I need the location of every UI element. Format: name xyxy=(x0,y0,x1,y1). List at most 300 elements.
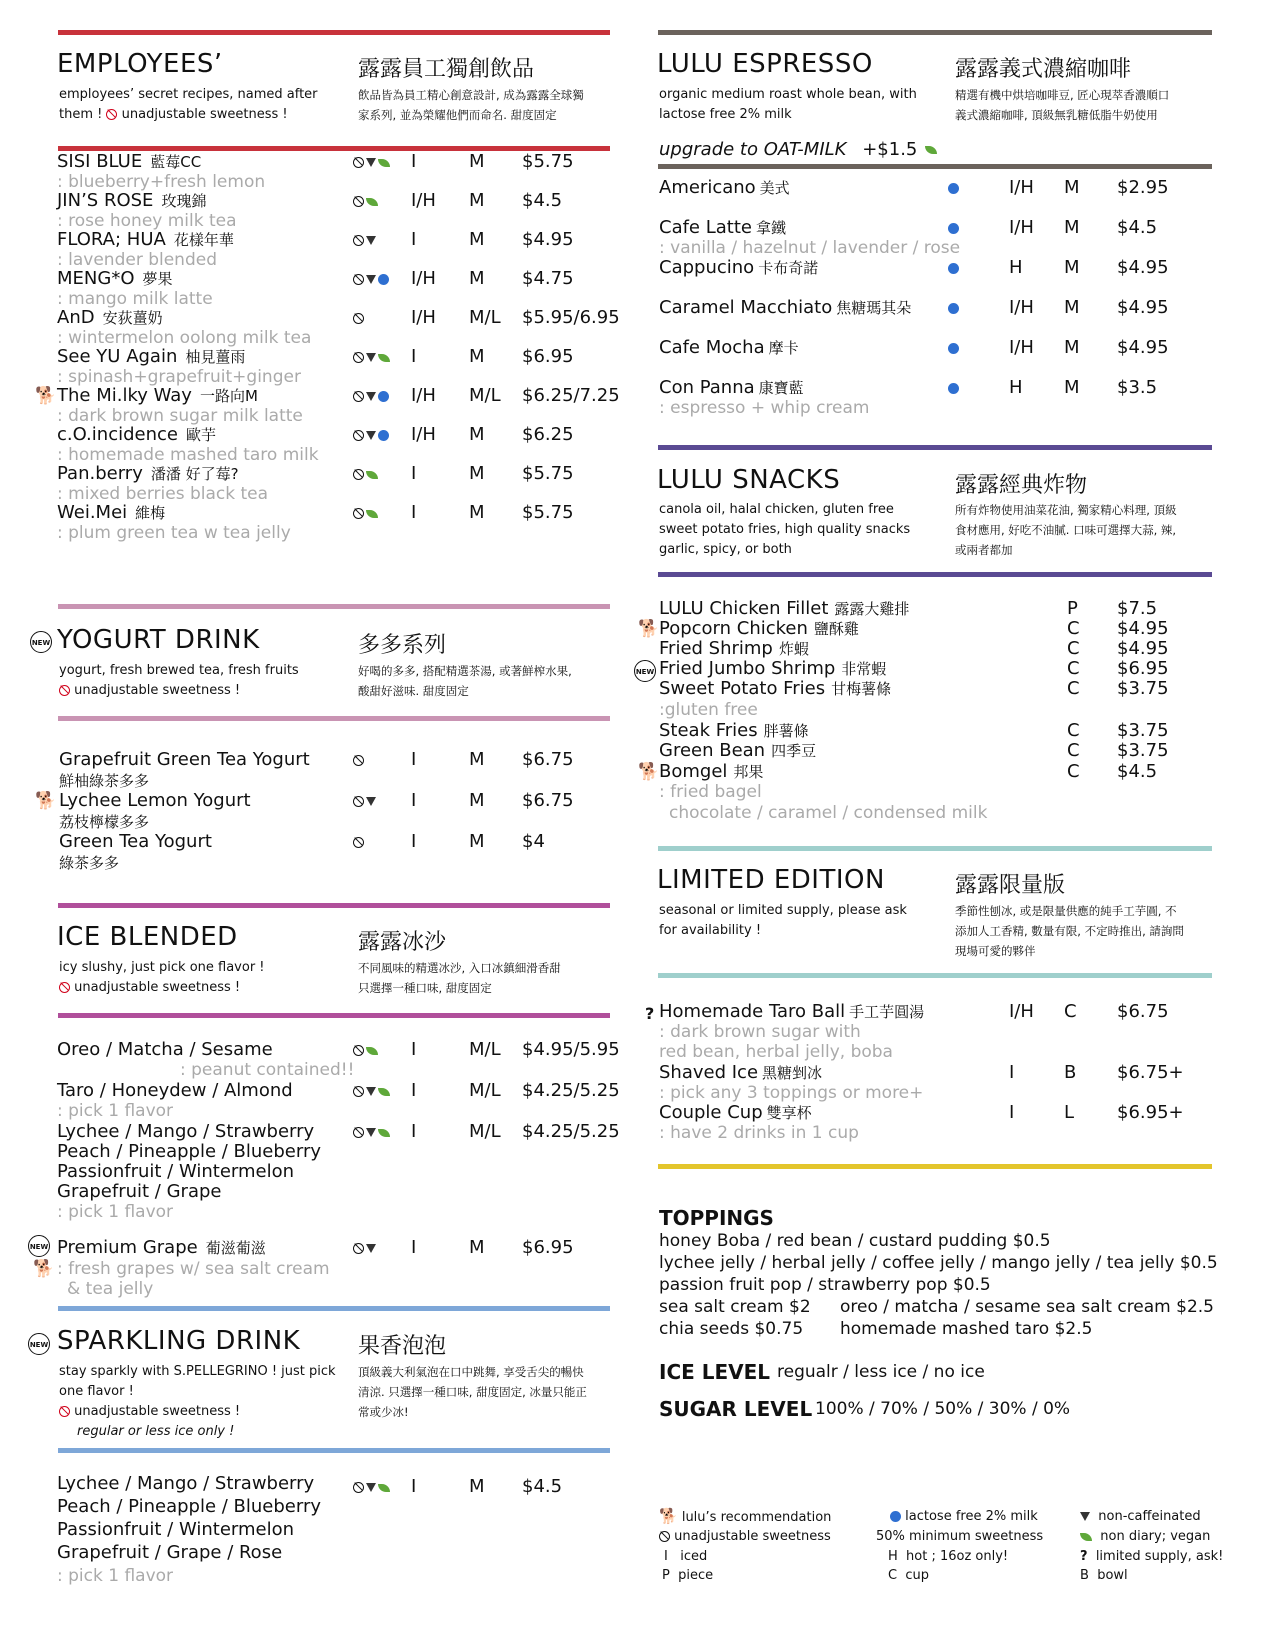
section-title-zh: 露露冰沙 xyxy=(358,930,447,955)
legend-item: 50% minimum sweetness xyxy=(876,1529,1044,1544)
item-icons xyxy=(946,258,959,278)
unit: C xyxy=(1067,740,1080,761)
non-caffeinated-icon xyxy=(366,1244,376,1253)
unit: C xyxy=(1067,678,1080,699)
menu-item-name[interactable]: Lychee / Mango / Strawberry xyxy=(57,1473,315,1494)
size: M xyxy=(469,229,485,250)
ban-icon xyxy=(353,1045,364,1056)
menu-item-note: : pick 1 flavor xyxy=(57,1101,174,1121)
leaf-icon xyxy=(378,1129,390,1137)
item-icons xyxy=(353,386,389,406)
lactose-free-icon xyxy=(948,223,959,234)
non-caffeinated-icon xyxy=(366,236,376,245)
recommend-icon: 🐕 xyxy=(659,1507,678,1525)
menu-item-name[interactable]: Cappucino 卡布奇諾 xyxy=(659,257,819,278)
temp: H xyxy=(1009,377,1023,398)
section-title-zh: 露露員工獨創飲品 xyxy=(358,57,535,82)
item-icons xyxy=(353,1081,390,1101)
leaf-icon xyxy=(366,510,378,518)
menu-item-name[interactable]: Caramel Macchiato 焦糖瑪其朵 xyxy=(659,297,912,318)
menu-item-name[interactable]: Taro / Honeydew / Almond xyxy=(57,1080,293,1101)
price: $4.95 xyxy=(1117,618,1169,639)
menu-item-name[interactable]: JIN’S ROSE 玫瑰錦 xyxy=(57,190,207,211)
section-desc-zh: 頂級義大利氣泡在口中跳舞, 享受舌尖的暢快 清涼. 只選擇一種口味, 甜度固定, 冰量只能正 常或少冰! xyxy=(358,1365,587,1419)
section-desc-zh: 不同風味的精選冰沙, 入口冰鎮細滑香甜 只選擇一種口味, 甜度固定 xyxy=(358,961,561,995)
menu-item-name[interactable]: Pan.berry 潘潘 好了莓? xyxy=(57,463,239,484)
item-icons xyxy=(353,269,389,289)
temp: I/H xyxy=(1009,177,1034,198)
item-icons xyxy=(353,152,390,172)
ban-icon xyxy=(353,157,364,168)
divider xyxy=(658,30,1212,35)
menu-item-zh: 鮮柚綠茶多多 xyxy=(59,772,150,790)
menu-item-note: : peanut contained!! xyxy=(180,1060,355,1080)
legend-item: ? limited supply, ask! xyxy=(1080,1549,1224,1564)
temp: I xyxy=(411,1476,417,1497)
divider xyxy=(658,572,1212,577)
section-desc: stay sparkly with S.PELLEGRINO ! just pick one flavor ! unadjustable sweetness ! regular or less ice only ! xyxy=(59,1364,336,1439)
price: $4.5 xyxy=(1117,217,1158,238)
unit: C xyxy=(1067,658,1080,679)
item-icons xyxy=(946,178,959,198)
section-desc-zh: 季節性刨冰, 或是限量供應的純手工芋圓, 不 添加人工香精, 數量有限, 不定時推出, 請詢問 現場可愛的夥伴 xyxy=(955,904,1184,958)
menu-item-name[interactable]: Cafe Latte 拿鐵 xyxy=(659,217,786,238)
section-desc: icy slushy, just pick one flavor ! unadjustable sweetness ! xyxy=(59,960,265,995)
menu-item-note: : pick any 3 toppings or more+ xyxy=(659,1083,924,1103)
section-title-snacks: LULU SNACKS xyxy=(657,465,841,495)
menu-item-name: Peach / Pineapple / Blueberry xyxy=(57,1496,322,1517)
ban-icon xyxy=(353,1127,364,1138)
leaf-icon xyxy=(366,471,378,479)
ice-level-values[interactable]: regualr / less ice / no ice xyxy=(777,1362,985,1382)
item-icons xyxy=(946,338,959,358)
section-desc-zh: 好喝的多多, 搭配精選茶湯, 或著鮮榨水果, 酸甜好滋味. 甜度固定 xyxy=(358,664,572,698)
item-icons xyxy=(353,1238,376,1258)
leaf-icon xyxy=(366,198,378,206)
toppings-line: passion fruit pop / strawberry pop $0.5 xyxy=(659,1275,991,1295)
price: $6.25/7.25 xyxy=(522,385,620,406)
temp: I xyxy=(1009,1062,1015,1083)
item-icons xyxy=(946,378,959,398)
toppings-line: lychee jelly / herbal jelly / coffee jelly / mango jelly / tea jelly $0.5 xyxy=(659,1253,1218,1273)
price: $4.5 xyxy=(522,190,563,211)
price: $3.75 xyxy=(1117,720,1169,741)
legend-item: H hot ; 16oz only! xyxy=(888,1549,1009,1564)
price: $6.95 xyxy=(522,346,574,367)
divider xyxy=(658,846,1212,851)
menu-item-name[interactable]: Couple Cup 雙享杯 xyxy=(659,1102,812,1123)
price: $3.5 xyxy=(1117,377,1158,398)
menu-item-name[interactable]: Premium Grape 葡滋葡滋 xyxy=(57,1237,266,1258)
toppings-line: oreo / matcha / sesame sea salt cream $2.5 xyxy=(840,1297,1214,1317)
divider xyxy=(658,973,1212,978)
toppings-line: sea salt cream $2 xyxy=(659,1297,811,1317)
size: M xyxy=(469,424,485,445)
price: $4.25/5.25 xyxy=(522,1080,620,1101)
ban-icon xyxy=(353,508,364,519)
temp: I/H xyxy=(411,424,436,445)
lactose-free-icon xyxy=(890,1511,901,1522)
non-caffeinated-icon xyxy=(366,392,376,401)
legend-item: 🐕 lulu’s recommendation xyxy=(659,1507,832,1525)
menu-item-name: Grapefruit / Grape / Rose xyxy=(57,1542,283,1563)
section-desc: employees’ secret recipes, named after them ! unadjustable sweetness ! xyxy=(59,87,318,122)
price: $6.75 xyxy=(1117,1001,1169,1022)
non-caffeinated-icon xyxy=(366,431,376,440)
menu-item-name[interactable]: Lychee / Mango / Strawberry xyxy=(57,1121,315,1142)
menu-item-note: : dark brown sugar with xyxy=(659,1022,861,1042)
menu-item-note: : vanilla / hazelnut / lavender / rose xyxy=(659,238,961,258)
price: $4.5 xyxy=(1117,761,1158,782)
temp: I/H xyxy=(411,307,436,328)
menu-item-note: :gluten free xyxy=(659,700,758,720)
ban-icon xyxy=(59,982,70,993)
menu-item-name[interactable]: Fried Shrimp 炸蝦 xyxy=(659,638,809,659)
divider xyxy=(658,445,1212,450)
item-icons xyxy=(946,218,959,238)
non-caffeinated-icon xyxy=(366,1087,376,1096)
menu-item-name[interactable]: Shaved Ice 黑糖剉冰 xyxy=(659,1062,823,1083)
menu-item-note: : fried bagel xyxy=(659,782,762,802)
section-desc-zh: 所有炸物使用油菜花油, 獨家精心料理, 頂級 食材應用, 好吃不油膩. 口味可選擇大蒜, 辣, 或兩者都加 xyxy=(955,503,1177,557)
lactose-free-icon xyxy=(948,383,959,394)
recommend-icon: 🐕 xyxy=(638,619,660,639)
size: M xyxy=(469,1237,485,1258)
ban-icon xyxy=(353,235,364,246)
item-icons xyxy=(353,308,364,328)
item-icons xyxy=(353,832,364,852)
section-desc-zh: 飲品皆為員工精心創意設計, 成為露露全球獨 家系列, 並為榮耀他們而命名. 甜度固定 xyxy=(358,88,584,122)
leaf-icon xyxy=(378,354,390,362)
ban-icon xyxy=(353,430,364,441)
size: M/L xyxy=(469,1039,501,1060)
unit: C xyxy=(1067,761,1080,782)
menu-item-note: : dark brown sugar milk latte xyxy=(57,406,303,426)
menu-item-name: Grapefruit / Grape xyxy=(57,1181,222,1202)
temp: I/H xyxy=(411,190,436,211)
menu-item-name[interactable]: Sweet Potato Fries 甘梅薯條 xyxy=(659,678,892,699)
section-title-zh: 果香泡泡 xyxy=(358,1334,447,1359)
size: M xyxy=(1064,377,1080,398)
menu-item-name[interactable]: Americano 美式 xyxy=(659,177,790,198)
toppings-line: homemade mashed taro $2.5 xyxy=(840,1319,1093,1339)
price: $4.95 xyxy=(1117,638,1169,659)
menu-item-name: Peach / Pineapple / Blueberry xyxy=(57,1141,322,1162)
non-caffeinated-icon xyxy=(366,158,376,167)
menu-item-name[interactable]: Grapefruit Green Tea Yogurt xyxy=(59,749,310,770)
menu-item-note: : pick 1 flavor xyxy=(57,1202,174,1222)
size: M/L xyxy=(469,307,501,328)
ban-icon xyxy=(353,391,364,402)
price: $5.75 xyxy=(522,463,574,484)
item-icons xyxy=(353,464,378,484)
ban-icon xyxy=(353,469,364,480)
ban-icon xyxy=(353,755,364,766)
menu-item-note: : spinash+grapefruit+ginger xyxy=(57,367,301,387)
leaf-icon xyxy=(1080,1533,1092,1541)
menu-item-name[interactable]: Cafe Mocha 摩卡 xyxy=(659,337,799,358)
section-title-espresso: LULU ESPRESSO xyxy=(657,49,873,79)
price: $4.95/5.95 xyxy=(522,1039,620,1060)
ban-icon xyxy=(353,1086,364,1097)
menu-item-zh: 綠茶多多 xyxy=(59,854,120,872)
recommend-icon: 🐕 xyxy=(638,762,660,782)
ban-icon xyxy=(59,1406,70,1417)
price: $6.75+ xyxy=(1117,1062,1184,1083)
price: $4.75 xyxy=(522,268,574,289)
divider xyxy=(658,164,1212,169)
ban-icon xyxy=(353,1243,364,1254)
menu-item-name[interactable]: Bomgel 邦果 xyxy=(659,761,764,782)
legend-item: C cup xyxy=(888,1568,929,1583)
section-desc: canola oil, halal chicken, gluten free sweet potato fries, high quality snacks garlic, spicy, or both xyxy=(659,502,911,557)
section-title-zh: 露露義式濃縮咖啡 xyxy=(955,57,1132,82)
temp: I xyxy=(411,1039,417,1060)
size: M xyxy=(1064,297,1080,318)
menu-item-zh: 荔枝檸檬多多 xyxy=(59,813,150,831)
divider xyxy=(58,30,610,35)
section-title-sparkling: SPARKLING DRINK xyxy=(57,1326,301,1356)
non-caffeinated-icon xyxy=(366,1483,376,1492)
section-desc-zh: 精選有機中烘培咖啡豆, 匠心現萃香濃順口 義式濃縮咖啡, 頂級無乳糖低脂牛奶使用 xyxy=(955,88,1170,122)
price: $4.95 xyxy=(1117,257,1169,278)
legend-item: B bowl xyxy=(1080,1568,1128,1583)
menu-item-name[interactable]: FLORA; HUA 花樣年華 xyxy=(57,229,234,250)
price: $4.95 xyxy=(1117,337,1169,358)
toppings-line: honey Boba / red bean / custard pudding $0.5 xyxy=(659,1231,1051,1251)
section-title-employees: EMPLOYEES’ xyxy=(57,49,223,79)
menu-item-note: : wintermelon oolong milk tea xyxy=(57,328,312,348)
sugar-level-values[interactable]: 100% / 70% / 50% / 30% / 0% xyxy=(815,1399,1071,1419)
item-icons xyxy=(353,425,389,445)
ice-level-label: ICE LEVEL xyxy=(659,1360,771,1384)
leaf-icon xyxy=(366,1047,378,1055)
ban-icon xyxy=(106,109,117,120)
divider xyxy=(58,716,610,721)
menu-item-name[interactable]: Oreo / Matcha / Sesame xyxy=(57,1039,273,1060)
menu-item-note: : homemade mashed taro milk xyxy=(57,445,319,465)
temp: I xyxy=(411,346,417,367)
temp: I xyxy=(411,1080,417,1101)
divider xyxy=(58,1306,610,1311)
item-icons xyxy=(353,230,376,250)
temp: I/H xyxy=(1009,337,1034,358)
size: M/L xyxy=(469,1121,501,1142)
ban-icon xyxy=(353,352,364,363)
ban-icon xyxy=(353,1482,364,1493)
price: $3.75 xyxy=(1117,678,1169,699)
menu-item-name[interactable]: Lychee Lemon Yogurt xyxy=(59,790,251,811)
leaf-icon xyxy=(378,159,390,167)
menu-item-note: : mixed berries black tea xyxy=(57,484,269,504)
temp: I xyxy=(411,749,417,770)
recommend-icon: 🐕 xyxy=(35,791,57,811)
menu-item-note: : have 2 drinks in 1 cup xyxy=(659,1123,859,1143)
legend-item: non-caffeinated xyxy=(1078,1507,1201,1526)
price: $6.25 xyxy=(522,424,574,445)
temp: I/H xyxy=(1009,217,1034,238)
non-caffeinated-icon xyxy=(1080,1512,1090,1521)
unit: B xyxy=(1064,1062,1077,1083)
temp: I/H xyxy=(1009,1001,1034,1022)
temp: I xyxy=(411,463,417,484)
new-badge: NEW xyxy=(28,1235,50,1257)
temp: I xyxy=(411,502,417,523)
menu-item-name[interactable]: c.O.incidence 歐芋 xyxy=(57,424,216,445)
item-icons xyxy=(353,1477,390,1497)
price: $6.75 xyxy=(522,749,574,770)
menu-item-name[interactable]: LULU Chicken Fillet 露露大雞排 xyxy=(659,598,910,619)
price: $7.5 xyxy=(1117,598,1158,619)
price: $4.95 xyxy=(1117,297,1169,318)
item-icons xyxy=(353,191,378,211)
menu-item-name[interactable]: Green Tea Yogurt xyxy=(59,831,212,852)
size: M/L xyxy=(469,1080,501,1101)
size: M xyxy=(469,190,485,211)
menu-item-name[interactable]: Steak Fries 胖薯條 xyxy=(659,720,809,741)
menu-item-name[interactable]: SISI BLUE 藍莓CC xyxy=(57,151,202,172)
non-caffeinated-icon xyxy=(366,1128,376,1137)
temp: I xyxy=(411,229,417,250)
ban-icon xyxy=(353,196,364,207)
size: M xyxy=(1064,177,1080,198)
menu-item-name[interactable]: AnD 安荻薑奶 xyxy=(57,307,163,328)
lactose-free-icon xyxy=(378,430,389,441)
leaf-icon xyxy=(378,1484,390,1492)
divider xyxy=(658,1164,1212,1169)
size: M xyxy=(1064,257,1080,278)
section-desc: seasonal or limited supply, please ask for availability ! xyxy=(659,903,907,938)
size: M xyxy=(469,346,485,367)
price: $5.95/6.95 xyxy=(522,307,620,328)
divider xyxy=(58,903,610,908)
temp: I xyxy=(411,1121,417,1142)
menu-item-name[interactable]: See YU Again 柚見薑雨 xyxy=(57,346,246,367)
price: $4.95 xyxy=(522,229,574,250)
temp: I xyxy=(1009,1102,1015,1123)
price: $2.95 xyxy=(1117,177,1169,198)
lactose-free-icon xyxy=(948,263,959,274)
price: $5.75 xyxy=(522,151,574,172)
item-icons xyxy=(353,1122,390,1142)
section-desc: organic medium roast whole bean, with lactose free 2% milk xyxy=(659,87,917,122)
temp: I xyxy=(411,831,417,852)
temp: I/H xyxy=(1009,297,1034,318)
menu-item-name[interactable]: The Mi.lky Way 一路向M xyxy=(57,385,258,406)
temp: I/H xyxy=(411,385,436,406)
new-badge: NEW xyxy=(634,660,656,682)
size: M xyxy=(469,1476,485,1497)
leaf-icon xyxy=(378,1088,390,1096)
legend-item: I iced xyxy=(664,1549,708,1564)
section-title-ice-blended: ICE BLENDED xyxy=(57,922,238,952)
temp: I xyxy=(411,151,417,172)
item-icons xyxy=(353,791,376,811)
menu-item-name[interactable]: Popcorn Chicken 鹽酥雞 xyxy=(659,618,859,639)
lactose-free-icon xyxy=(948,183,959,194)
price: $4.5 xyxy=(522,1476,563,1497)
section-title-zh: 露露經典炸物 xyxy=(955,473,1088,498)
ban-icon xyxy=(353,313,364,324)
price: $6.95 xyxy=(522,1237,574,1258)
recommend-icon: 🐕 xyxy=(35,386,57,406)
non-caffeinated-icon xyxy=(366,275,376,284)
ban-icon xyxy=(353,274,364,285)
price: $4 xyxy=(522,831,545,852)
menu-item-note: red bean, herbal jelly, boba xyxy=(659,1042,893,1062)
item-icons xyxy=(353,503,378,523)
size: M xyxy=(1064,217,1080,238)
section-desc: yogurt, fresh brewed tea, fresh fruits unadjustable sweetness ! xyxy=(59,663,299,698)
ban-icon xyxy=(353,796,364,807)
section-title-zh: 露露限量版 xyxy=(955,873,1066,898)
unit: C xyxy=(1067,618,1080,639)
price: $6.95+ xyxy=(1117,1102,1184,1123)
size: M xyxy=(1064,337,1080,358)
menu-item-note: & tea jelly xyxy=(67,1279,154,1299)
lactose-free-icon xyxy=(378,274,389,285)
ban-icon xyxy=(659,1531,670,1542)
legend-item: P piece xyxy=(662,1568,714,1583)
menu-item-note: chocolate / caramel / condensed milk xyxy=(669,803,988,823)
divider xyxy=(58,1448,610,1453)
temp: I xyxy=(411,790,417,811)
price: $5.75 xyxy=(522,502,574,523)
oat-milk-upgrade[interactable]: upgrade to OAT-MILK +$1.5 xyxy=(659,139,937,160)
lactose-free-icon xyxy=(948,343,959,354)
new-badge: NEW xyxy=(28,1333,50,1355)
temp: I xyxy=(411,1237,417,1258)
price: $6.95 xyxy=(1117,658,1169,679)
menu-item-name[interactable]: Con Panna 康寶藍 xyxy=(659,377,804,398)
size: M xyxy=(469,268,485,289)
toppings-title: TOPPINGS xyxy=(659,1206,774,1230)
size: M xyxy=(469,151,485,172)
recommend-icon: 🐕 xyxy=(33,1259,55,1279)
item-icons xyxy=(353,1040,378,1060)
unit: C xyxy=(1067,638,1080,659)
legend-item: unadjustable sweetness xyxy=(659,1527,831,1546)
item-icons xyxy=(946,298,959,318)
size: M xyxy=(469,790,485,811)
unit: C xyxy=(1064,1001,1077,1022)
divider xyxy=(58,1013,610,1018)
price: $6.75 xyxy=(522,790,574,811)
menu-item-name[interactable]: Wei.Mei 維梅 xyxy=(57,502,166,523)
section-title-zh: 多多系列 xyxy=(358,633,447,658)
lactose-free-icon xyxy=(378,391,389,402)
menu-item-name[interactable]: MENG*O 夢果 xyxy=(57,268,173,289)
item-icons xyxy=(353,347,390,367)
limited-icon: ? xyxy=(645,1004,655,1023)
temp: H xyxy=(1009,257,1023,278)
menu-item-note: : espresso + whip cream xyxy=(659,398,870,418)
lactose-free-icon xyxy=(948,303,959,314)
menu-item-note: : lavender blended xyxy=(57,250,217,270)
menu-item-name[interactable]: Fried Jumbo Shrimp 非常蝦 xyxy=(659,658,887,679)
temp: I/H xyxy=(411,268,436,289)
size: M xyxy=(469,831,485,852)
size: M xyxy=(469,463,485,484)
unit: P xyxy=(1067,598,1078,619)
menu-item-name[interactable]: Green Bean 四季豆 xyxy=(659,740,817,761)
ban-icon xyxy=(353,837,364,848)
size: M xyxy=(469,502,485,523)
unit: L xyxy=(1064,1102,1075,1123)
size: M/L xyxy=(469,385,501,406)
menu-item-name[interactable]: Homemade Taro Ball 手工芋圓湯 xyxy=(659,1001,925,1022)
non-caffeinated-icon xyxy=(366,353,376,362)
